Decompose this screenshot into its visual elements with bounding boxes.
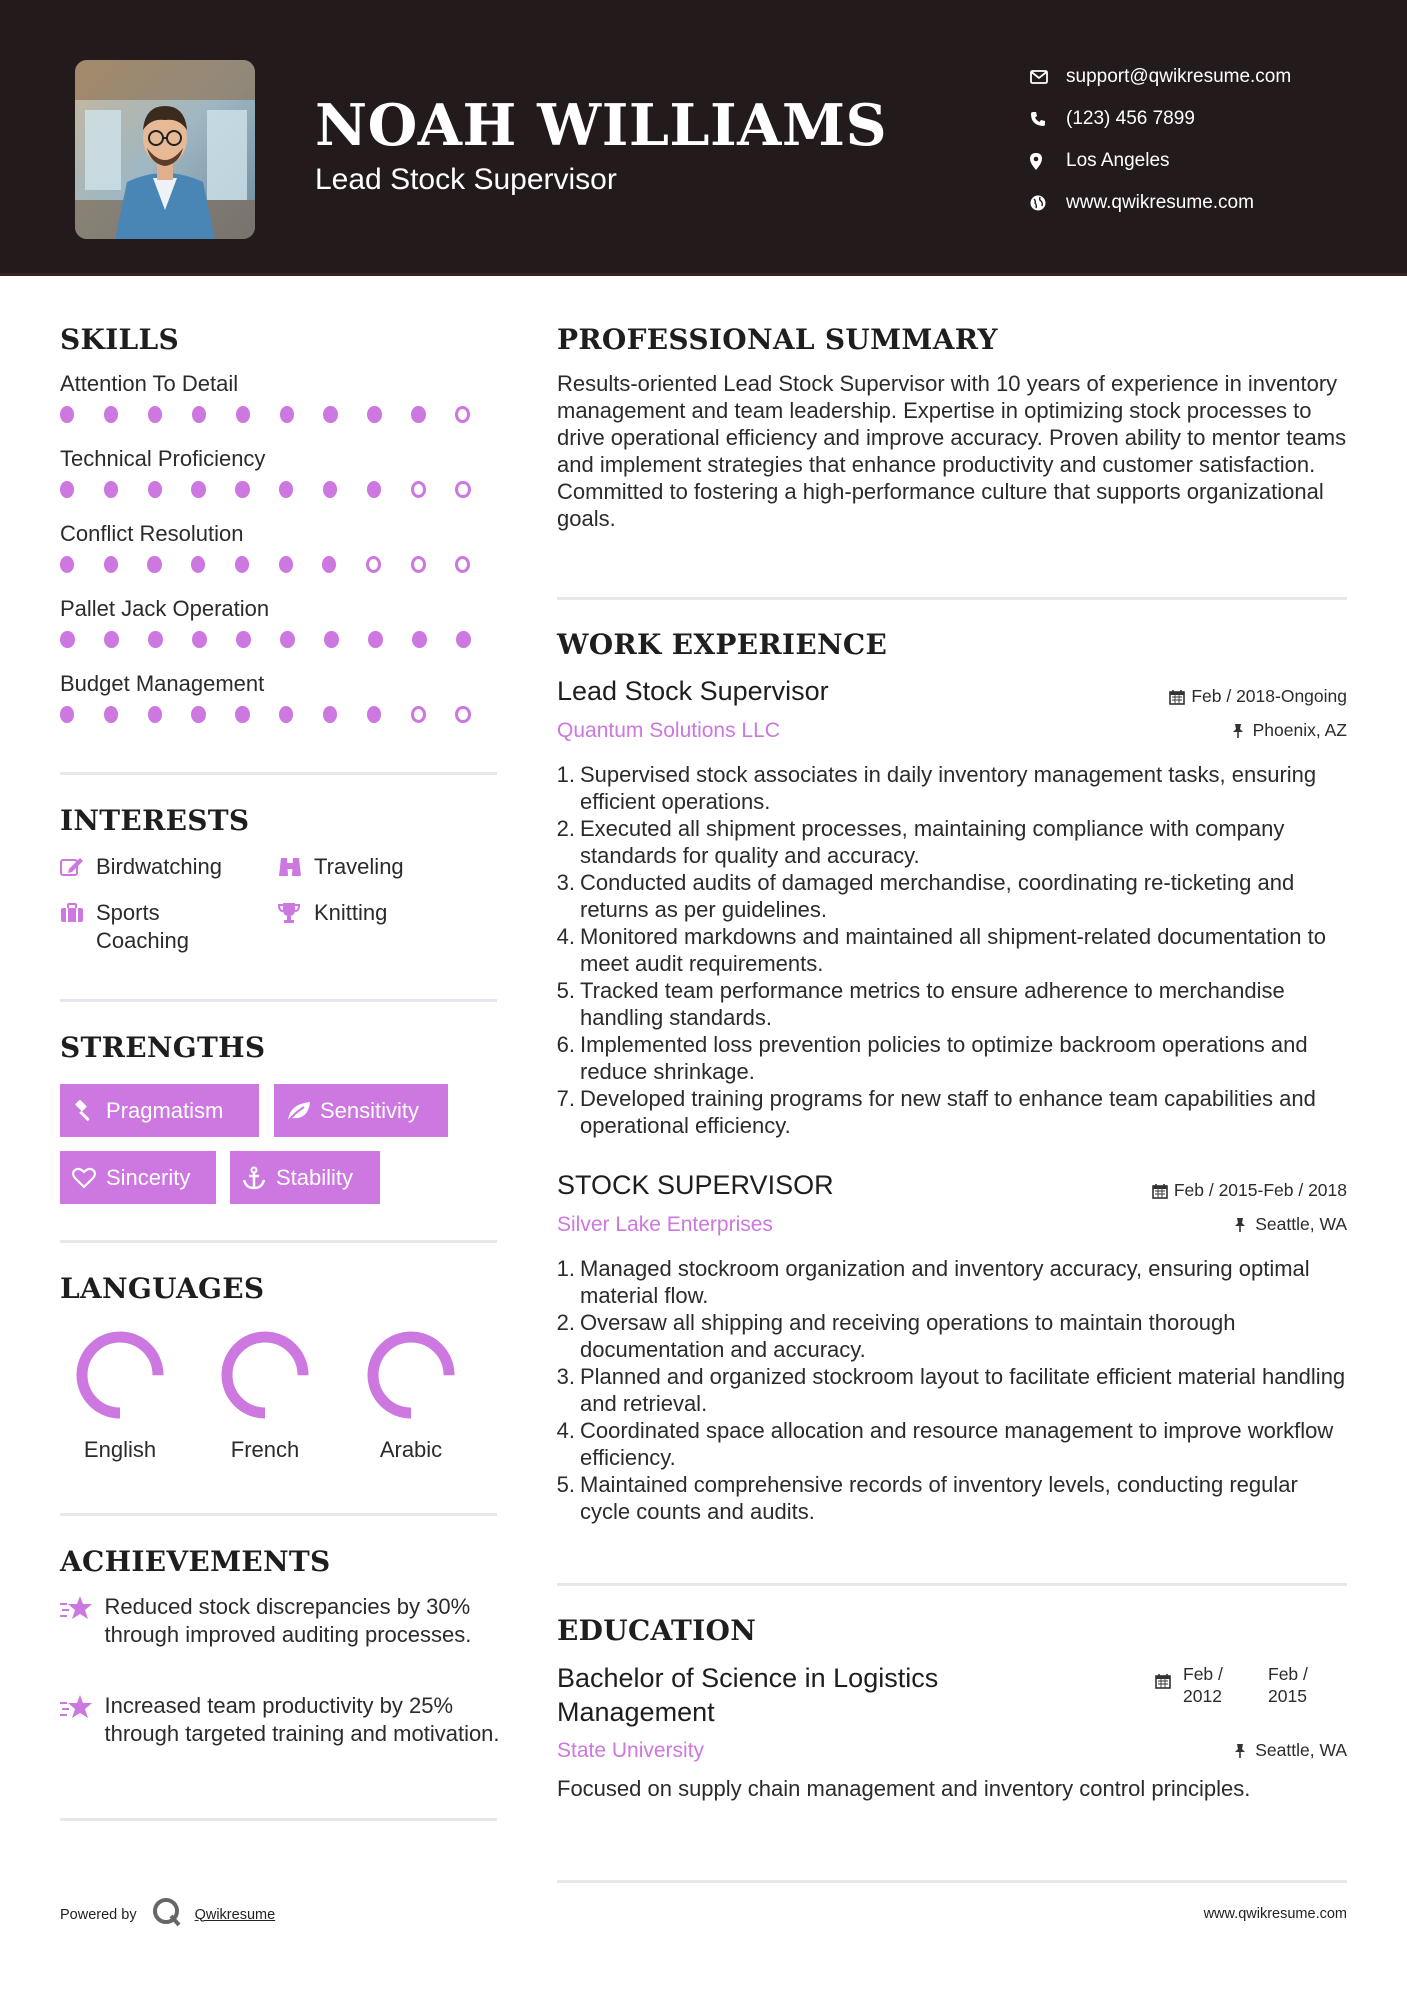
- bullet-number: 1.: [556, 1256, 575, 1281]
- rating-dot-filled: [323, 706, 337, 723]
- rating-dot-filled: [323, 406, 337, 423]
- bullet-number: 2.: [556, 816, 575, 841]
- rating-dot-filled: [191, 706, 205, 723]
- rating-dot-filled: [148, 706, 162, 723]
- skills-list: [60, 368, 500, 743]
- divider: [60, 1240, 497, 1243]
- rating-dot-filled: [280, 406, 294, 423]
- job-title: Lead Stock Supervisor: [557, 676, 829, 706]
- bullet-text: Coordinated space allocation and resource management to improve workflow efficiency.: [580, 1418, 1334, 1470]
- trophy-icon: [278, 899, 314, 927]
- interest-label: Traveling: [314, 854, 404, 879]
- rating-dot-filled: [235, 481, 249, 498]
- language-item: [205, 1327, 325, 1463]
- language-label: French: [230, 1437, 300, 1462]
- bullet-number: 4.: [556, 1418, 575, 1443]
- interest-label: Sports Coaching: [96, 900, 189, 953]
- bullet-text: Oversaw all shipping and receiving operations to maintain thorough documentation and accuracy.: [580, 1310, 1236, 1362]
- achievement-text: Reduced stock discrepancies by 30% through improved auditing processes.: [104, 1594, 472, 1647]
- phone-icon: [1030, 111, 1066, 127]
- rating-dot-filled: [324, 631, 339, 648]
- bullet-number: 5.: [556, 1472, 575, 1497]
- job-bullet: [551, 1471, 1351, 1525]
- rating-dot-filled: [235, 556, 249, 573]
- profile-photo: [75, 60, 255, 239]
- language-level-arc: [227, 1337, 303, 1413]
- education-end: Feb / 2015: [1268, 1664, 1308, 1706]
- gavel-icon: [72, 1096, 102, 1126]
- contact-website[interactable]: [1030, 182, 1390, 224]
- job-location-text: Seattle, WA: [1255, 1214, 1347, 1234]
- skill-rating: [60, 406, 500, 423]
- job-bullet: [551, 1255, 1351, 1309]
- skill-rating: [60, 556, 500, 573]
- rating-dot-empty: [411, 556, 426, 573]
- rating-dot-filled: [60, 481, 74, 498]
- strength-tag: [60, 1151, 216, 1204]
- achievement-text: Increased team productivity by 25% through targeted training and motivation.: [104, 1693, 500, 1746]
- education-location: [1233, 1740, 1347, 1761]
- strength-label: Pragmatism: [106, 1097, 224, 1123]
- job-bullets: [551, 761, 1351, 1139]
- skill-name: Conflict Resolution: [60, 521, 244, 546]
- rating-dot-empty: [411, 706, 426, 723]
- divider: [60, 1513, 497, 1516]
- resume-header: [0, 0, 1407, 276]
- contact-location-text: Los Angeles: [1066, 150, 1170, 171]
- rating-dot-filled: [235, 706, 249, 723]
- leaf-icon: [286, 1096, 316, 1126]
- rating-dot-filled: [148, 631, 163, 648]
- skill-item: [60, 668, 500, 743]
- rating-dot-filled: [147, 556, 161, 573]
- skill-rating: [60, 631, 500, 648]
- degree-title: Bachelor of Science in Logistics Management: [557, 1663, 939, 1727]
- language-level-arc: [373, 1337, 449, 1413]
- skill-name: Technical Proficiency: [60, 446, 266, 471]
- rating-dot-filled: [60, 406, 74, 423]
- rating-dot-filled: [280, 631, 295, 648]
- rating-dot-filled: [279, 556, 293, 573]
- interest-item: [278, 853, 404, 881]
- rating-dot-filled: [191, 481, 205, 498]
- rating-dot-filled: [279, 706, 293, 723]
- job-location: [1233, 1214, 1347, 1235]
- job-bullet: [551, 815, 1351, 869]
- rating-dot-filled: [60, 631, 75, 648]
- divider: [60, 772, 497, 775]
- skills-heading: SKILLS: [60, 323, 180, 356]
- strength-tag: [60, 1084, 259, 1137]
- skill-item: [60, 518, 500, 593]
- interest-item: [60, 853, 222, 881]
- heart-icon: [72, 1163, 102, 1193]
- job-dates-text: Feb / 2015-Feb / 2018: [1173, 1180, 1347, 1200]
- job-location-text: Phoenix, AZ: [1252, 720, 1347, 740]
- rating-dot-filled: [104, 556, 118, 573]
- briefcase-icon: [60, 899, 96, 927]
- job-bullet: [551, 1031, 1351, 1085]
- interest-label: Birdwatching: [96, 854, 222, 879]
- strength-tag: [274, 1084, 448, 1137]
- bullet-text: Managed stockroom organization and inventory accuracy, ensuring optimal material flow.: [580, 1256, 1310, 1308]
- contact-phone[interactable]: [1030, 98, 1390, 140]
- rating-dot-filled: [104, 481, 118, 498]
- bullet-text: Developed training programs for new staff to enhance team capabilities and operational efficiency.: [580, 1086, 1316, 1138]
- rating-dot-filled: [60, 706, 74, 723]
- bullet-number: 5.: [556, 978, 575, 1003]
- qwikresume-link[interactable]: Qwikresume: [194, 1906, 276, 1923]
- contact-email-text: support@qwikresume.com: [1066, 66, 1292, 87]
- rating-dot-filled: [412, 631, 427, 648]
- footer-url[interactable]: www.qwikresume.com: [1203, 1906, 1347, 1922]
- rating-dot-filled: [236, 631, 251, 648]
- calendar-icon: [1155, 1663, 1177, 1689]
- language-gauge: [72, 1327, 168, 1423]
- bullet-text: Monitored markdowns and maintained all shipment-related documentation to meet audit requirements.: [580, 924, 1326, 976]
- contact-website-text: www.qwikresume.com: [1066, 192, 1254, 213]
- strength-label: Sensitivity: [320, 1097, 420, 1123]
- bullet-text: Maintained comprehensive records of inventory levels, conducting regular cycle counts and audits.: [580, 1472, 1298, 1524]
- job-dates-text: Feb / 2018-Ongoing: [1191, 686, 1347, 706]
- skill-name: Budget Management: [60, 671, 265, 696]
- rating-dot-filled: [236, 406, 250, 423]
- skill-item: [60, 368, 500, 443]
- rating-dot-filled: [104, 406, 118, 423]
- job-bullet: [551, 977, 1351, 1031]
- rating-dot-empty: [455, 706, 470, 723]
- pushpin-icon: [1233, 1217, 1255, 1233]
- summary-text: Results-oriented Lead Stock Supervisor with 10 years of experience in inventory management and team leadership. Expertise in optimizing stock processes to drive operational efficiency and improve accuracy. Proven ability to mentor teams and implement strategies that enhance productivity and customer satisfaction. Committed to fostering a high-performance culture that supports organizational goals.: [557, 371, 1347, 531]
- language-level-arc: [82, 1337, 158, 1413]
- achievements-heading: ACHIEVEMENTS: [60, 1545, 331, 1578]
- rating-dot-filled: [104, 706, 118, 723]
- rating-dot-filled: [148, 481, 162, 498]
- rating-dot-filled: [411, 406, 425, 423]
- bullet-number: 1.: [556, 762, 575, 787]
- job-bullet: [551, 1309, 1351, 1363]
- rating-dot-filled: [368, 631, 383, 648]
- interest-item: [60, 899, 260, 955]
- rating-dot-empty: [455, 481, 470, 498]
- language-gauge: [217, 1327, 313, 1423]
- bullet-text: Conducted audits of damaged merchandise, coordinating re-ticketing and returns as per guidelines.: [580, 870, 1295, 922]
- pushpin-icon: [1231, 723, 1253, 739]
- bullet-text: Implemented loss prevention policies to optimize backroom operations and reduce shrinkage.: [580, 1032, 1308, 1084]
- job-bullet: [551, 869, 1351, 923]
- candidate-title: Lead Stock Supervisor: [315, 163, 617, 196]
- envelope-icon: [1030, 70, 1066, 84]
- rating-dot-filled: [367, 706, 381, 723]
- divider: [60, 999, 497, 1002]
- bullet-number: 3.: [556, 1364, 575, 1389]
- language-item: [351, 1327, 471, 1463]
- interests-heading: INTERESTS: [60, 804, 250, 837]
- experience-heading: WORK EXPERIENCE: [557, 628, 888, 661]
- rating-dot-filled: [192, 406, 206, 423]
- contact-list: [1030, 56, 1390, 224]
- job-dates: [1169, 686, 1347, 707]
- rating-dot-filled: [367, 481, 381, 498]
- contact-phone-text: (123) 456 7899: [1066, 108, 1195, 129]
- rating-dot-filled: [104, 631, 119, 648]
- job-bullets: [551, 1255, 1351, 1525]
- rating-dot-filled: [192, 631, 207, 648]
- location-pin-icon: [1030, 153, 1066, 170]
- calendar-icon: [1152, 1183, 1174, 1199]
- powered-by-text: Powered by: [60, 1906, 137, 1923]
- bullet-text: Tracked team performance metrics to ensure adherence to merchandise handling standards.: [580, 978, 1285, 1030]
- job-company: Quantum Solutions LLC: [557, 719, 780, 742]
- rating-dot-empty: [366, 556, 381, 573]
- bullet-number: 4.: [556, 924, 575, 949]
- education-description: Focused on supply chain management and inventory control principles.: [557, 1776, 1251, 1801]
- rating-dot-filled: [456, 631, 471, 648]
- footer-branding: [60, 1896, 275, 1933]
- rating-dot-filled: [323, 481, 337, 498]
- star-icon: [60, 1593, 105, 1649]
- rating-dot-filled: [322, 556, 336, 573]
- bullet-text: Executed all shipment processes, maintaining compliance with company standards for quality and accuracy.: [580, 816, 1285, 868]
- achievement-item: [60, 1593, 500, 1649]
- bullet-text: Planned and organized stockroom layout to facilitate efficient material handling and retrieval.: [580, 1364, 1346, 1416]
- job-bullet: [551, 923, 1351, 977]
- rating-dot-filled: [148, 406, 162, 423]
- education-start: Feb / 2012: [1183, 1664, 1223, 1706]
- skill-rating: [60, 481, 500, 498]
- bullet-number: 6.: [556, 1032, 575, 1057]
- contact-location: [1030, 140, 1390, 182]
- rating-dot-empty: [455, 406, 470, 423]
- bullet-number: 7.: [556, 1086, 575, 1111]
- divider: [557, 1880, 1347, 1883]
- rating-dot-filled: [279, 481, 293, 498]
- skill-rating: [60, 706, 500, 723]
- language-label: English: [83, 1437, 157, 1462]
- skill-item: [60, 443, 500, 518]
- summary-heading: PROFESSIONAL SUMMARY: [557, 323, 998, 356]
- language-gauge: [363, 1327, 459, 1423]
- binoculars-icon: [278, 853, 314, 881]
- rating-dot-filled: [191, 556, 205, 573]
- rating-dot-empty: [411, 481, 426, 498]
- globe-icon: [1030, 195, 1066, 211]
- star-icon: [60, 1692, 105, 1748]
- qwikresume-logo-icon: [151, 1896, 183, 1933]
- job-bullet: [551, 1363, 1351, 1417]
- anchor-icon: [242, 1163, 272, 1193]
- achievement-item: [60, 1692, 500, 1748]
- bullet-number: 2.: [556, 1310, 575, 1335]
- divider: [60, 1818, 497, 1821]
- job-bullet: [551, 761, 1351, 815]
- pushpin-icon: [1233, 1743, 1255, 1759]
- job-dates: [1152, 1180, 1347, 1201]
- interest-item: [278, 899, 387, 927]
- strength-tag: [230, 1151, 380, 1204]
- skill-item: [60, 593, 500, 668]
- skill-name: Attention To Detail: [60, 371, 239, 396]
- skill-name: Pallet Jack Operation: [60, 596, 270, 621]
- strengths-heading: STRENGTHS: [60, 1031, 266, 1064]
- calendar-icon: [1169, 689, 1191, 705]
- education-location-text: Seattle, WA: [1255, 1740, 1347, 1760]
- rating-dot-empty: [455, 556, 470, 573]
- interest-label: Knitting: [314, 900, 388, 925]
- rating-dot-filled: [60, 556, 74, 573]
- languages-heading: LANGUAGES: [60, 1272, 265, 1305]
- strength-label: Sincerity: [106, 1164, 191, 1190]
- divider: [557, 1583, 1347, 1586]
- rating-dot-filled: [367, 406, 381, 423]
- divider: [557, 597, 1347, 600]
- contact-email[interactable]: [1030, 56, 1390, 98]
- bullet-text: Supervised stock associates in daily inventory management tasks, ensuring efficient operations.: [580, 762, 1317, 814]
- education-dates: [1155, 1663, 1323, 1707]
- strength-label: Stability: [276, 1164, 354, 1190]
- job-company: Silver Lake Enterprises: [557, 1213, 773, 1236]
- candidate-name: NOAH WILLIAMS: [315, 92, 888, 159]
- education-heading: EDUCATION: [557, 1614, 757, 1647]
- job-location: [1231, 720, 1347, 741]
- job-bullet: [551, 1417, 1351, 1471]
- school-name: State University: [557, 1739, 705, 1762]
- language-label: Arabic: [379, 1437, 443, 1462]
- pencil-icon: [60, 853, 96, 881]
- job-title: STOCK SUPERVISOR: [557, 1170, 834, 1200]
- job-bullet: [551, 1085, 1351, 1139]
- language-item: [60, 1327, 180, 1463]
- bullet-number: 3.: [556, 870, 575, 895]
